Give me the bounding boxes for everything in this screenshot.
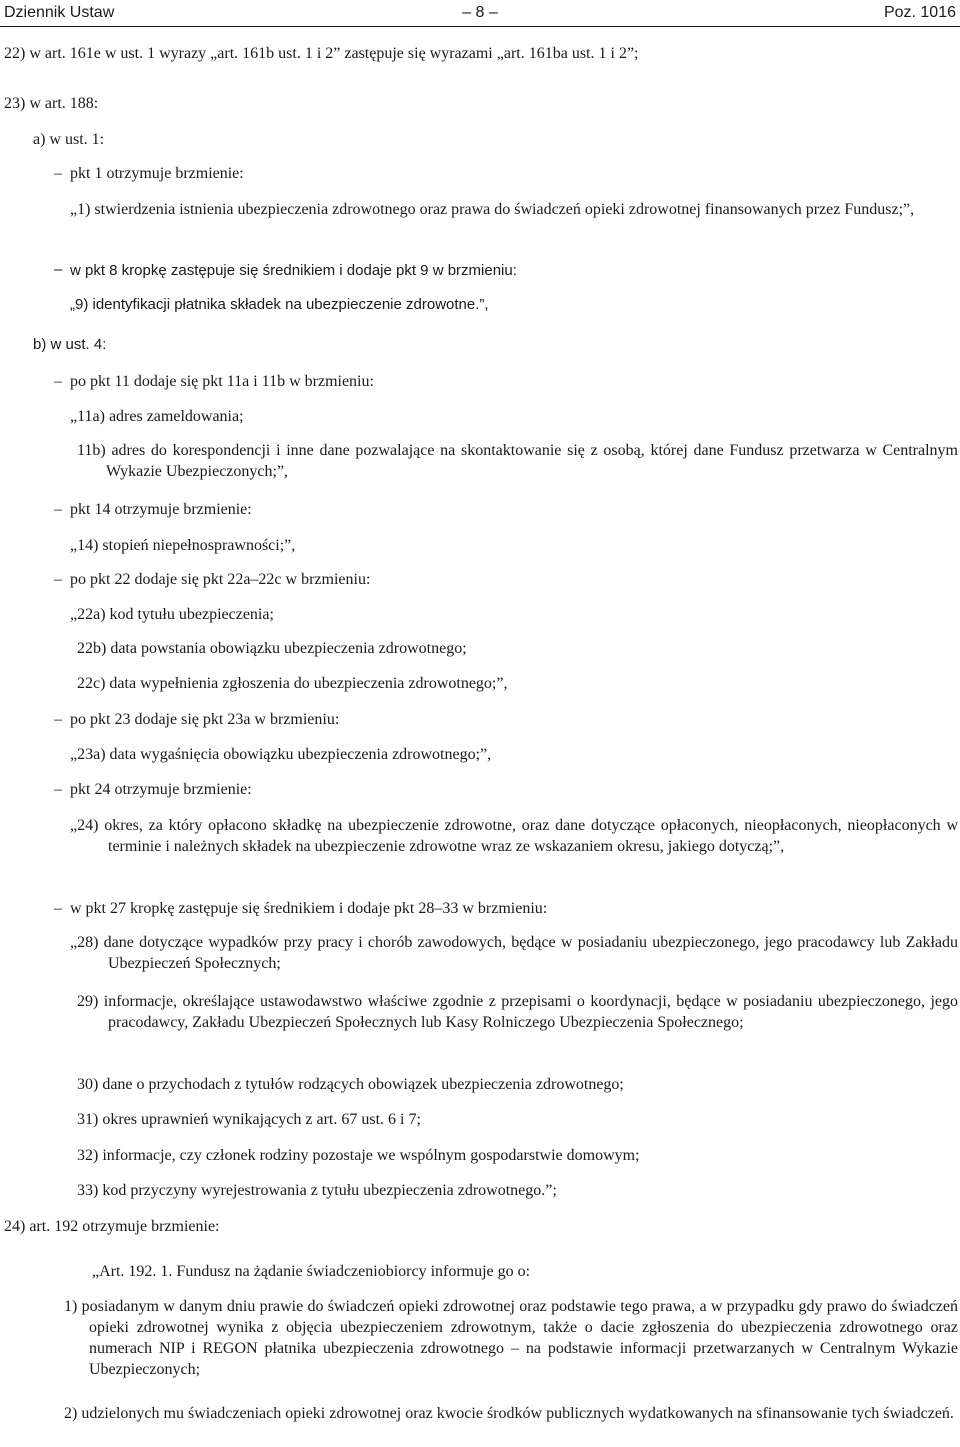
amendment-pkt-23: po pkt 23 dodaje się pkt 23a w brzmieniu: [70,711,340,728]
amendment-pkt-8: w pkt 8 kropkę zastępuje się średnikiem i dodaje pkt 9 w brzmieniu: [70,262,517,279]
dash: – [54,373,62,390]
dash: – [54,165,62,182]
quote-pkt-11a: „11a) adres zameldowania; [70,408,244,425]
quote-pkt-22b: 22b) data powstania obowiązku ubezpieczenia zdrowotnego; [77,640,467,657]
quote-pkt-32: 32) informacje, czy członek rodziny pozostaje we wspólnym gospodarstwie domowym; [77,1147,640,1164]
quote-pkt-1: „1) stwierdzenia istnienia ubezpieczenia zdrowotnego oraz prawa do świadczeń opieki zdrowotnej finansowanych przez Fundusz;”, [70,201,915,218]
item-24: 24) art. 192 otrzymuje brzmienie: [4,1218,220,1235]
quote-pkt-33: 33) kod przyczyny wyrejestrowania z tytułu ubezpieczenia zdrowotnego.”; [77,1182,557,1199]
quote-pkt-14: „14) stopień niepełnosprawności;”, [70,537,296,554]
amendment-pkt-27: w pkt 27 kropkę zastępuje się średnikiem i dodaje pkt 28–33 w brzmieniu: [70,900,548,917]
position-number: Poz. 1016 [883,4,956,21]
dash: – [54,711,62,728]
quote-pkt-11b: 11b) adres do korespondencji i inne dane pozwalające na skontaktowanie się z osobą, której dane Fundusz przetwarza w Centralnym Wykazie Ubezpieczonych;”, [77,442,958,480]
page-number: – 8 – [462,4,498,21]
dash: – [54,501,62,518]
art-192-pkt-2: 2) udzielonych mu świadczeniach opieki zdrowotnej oraz kwocie środków publicznych wydatkowanych na sfinansowanie tych świadczeń. [64,1405,954,1422]
quote-pkt-29: 29) informacje, określające ustawodawstwo właściwe zgodnie z przepisami o koordynacji, będące w posiadaniu ubezpieczonego, jego pracodawcy, Zakładu Ubezpieczeń Społecznych lub Kasy Rolniczego Ubezpieczenia Społecznego; [77,993,958,1031]
amendment-pkt-14: pkt 14 otrzymuje brzmienie: [70,501,252,518]
item-22: 22) w art. 161e w ust. 1 wyrazy „art. 161b ust. 1 i 2” zastępuje się wyrazami „art. 161ba ust. 1 i 2”; [4,45,639,62]
dash: – [54,571,62,588]
art-192: „Art. 192. 1. Fundusz na żądanie świadczeniobiorcy informuje go o: [92,1263,531,1280]
quote-pkt-9: „9) identyfikacji płatnika składek na ubezpieczenie zdrowotne.”, [70,296,489,313]
art-192-pkt-1: 1) posiadanym w danym dniu prawie do świadczeń opieki zdrowotnej oraz podstawie tego prawa, a w przypadku gdy prawo do świadczeń opieki zdrowotnej wynika z objęcia ubezpieczeniem zdrowotnym, także o dacie zgłoszenia do ubezpieczenia zdrowotnego oraz numerach NIP i REGON płatnika ubezpieczenia zdrowotnego – na podstawie informacji przetwarzanych w Centralnym Wykazie Ubezpieczonych; [64,1298,958,1378]
amendment-pkt-22: po pkt 22 dodaje się pkt 22a–22c w brzmieniu: [70,571,371,588]
quote-pkt-22a: „22a) kod tytułu ubezpieczenia; [70,606,274,623]
amendment-pkt-24: pkt 24 otrzymuje brzmienie: [70,781,252,798]
page-header [0,0,960,27]
quote-pkt-23a: „23a) data wygaśnięcia obowiązku ubezpieczenia zdrowotnego;”, [70,746,492,763]
journal-title: Dziennik Ustaw [4,4,115,21]
quote-pkt-31: 31) okres uprawnień wynikających z art. 67 ust. 6 i 7; [77,1111,421,1128]
quote-pkt-28: „28) dane dotyczące wypadków przy pracy i chorób zawodowych, będące w posiadaniu ubezpieczonego, jego pracodawcy lub Zakładu Ubezpieczeń Społecznych; [70,934,958,972]
dash: – [54,781,62,798]
quote-pkt-22c: 22c) data wypełnienia zgłoszenia do ubezpieczenia zdrowotnego;”, [77,675,508,692]
item-23b: b) w ust. 4: [33,336,107,353]
item-23a: a) w ust. 1: [33,131,105,148]
item-23: 23) w art. 188: [4,95,99,112]
quote-pkt-24: „24) okres, za który opłacono składkę na ubezpieczenie zdrowotne, oraz dane dotyczące opłaconych, nieopłaconych, nieopłaconych w terminie i należnych składek na ubezpieczenie zdrowotne wraz ze wskazaniem okresu, jakiego dotyczą;”, [70,817,958,855]
dash: – [54,900,62,917]
dash: – [54,261,63,278]
quote-pkt-30: 30) dane o przychodach z tytułów rodzących obowiązek ubezpieczenia zdrowotnego; [77,1076,624,1093]
amendment-pkt-11: po pkt 11 dodaje się pkt 11a i 11b w brzmieniu: [70,373,374,390]
amendment-pkt-1: pkt 1 otrzymuje brzmienie: [70,165,244,182]
